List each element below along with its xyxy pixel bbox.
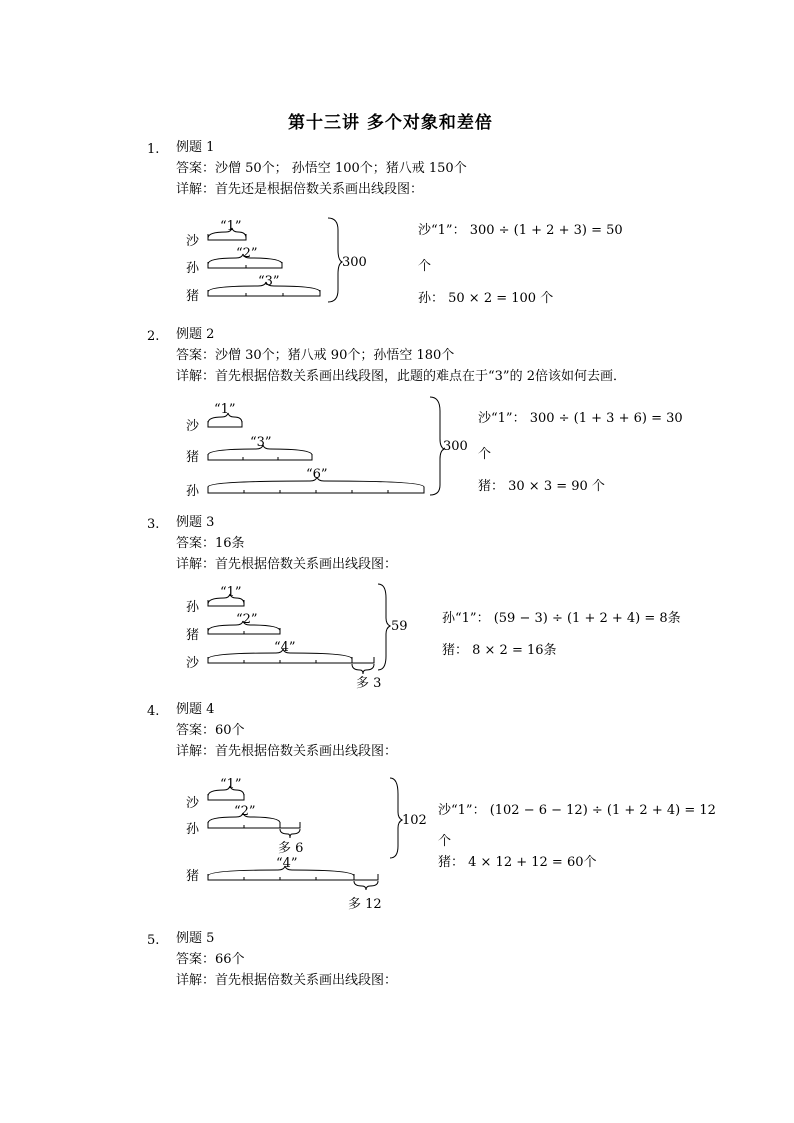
- detail-text: 详解：首先根据倍数关系画出线段图：: [176, 557, 398, 572]
- ratio-quote: “1”: [220, 777, 242, 792]
- problem-name: 例题 4: [176, 702, 215, 717]
- segment-label: 孙: [186, 261, 200, 276]
- ratio-quote: “1”: [220, 585, 242, 600]
- extra-label: 多 6: [278, 841, 304, 856]
- total-value: 59: [391, 619, 408, 634]
- problem-number: 3.: [147, 517, 160, 532]
- segment-label: 孙: [186, 484, 200, 499]
- problem-number: 1.: [147, 142, 160, 157]
- segment-label: 沙: [186, 234, 200, 249]
- ratio-quote: “3”: [258, 274, 280, 289]
- problem-number: 5.: [147, 933, 160, 948]
- answer-text: 答案：60个: [176, 723, 245, 738]
- ratio-quote: “1”: [214, 402, 236, 417]
- segment-label: 沙: [186, 656, 200, 671]
- problem-number: 4.: [147, 704, 160, 719]
- total-value: 300: [443, 439, 468, 454]
- equation: 沙“1”： 300 ÷ (1 + 3 + 6) = 30: [478, 411, 683, 426]
- problem-name: 例题 2: [176, 327, 215, 342]
- answer-text: 答案：沙僧 50个； 孙悟空 100个；猪八戒 150个: [176, 161, 467, 176]
- page-title: 第十三讲 多个对象和差倍: [288, 113, 493, 133]
- total-value: 300: [342, 255, 367, 270]
- answer-text: 答案：沙僧 30个；猪八戒 90个；孙悟空 180个: [176, 348, 455, 363]
- answer-text: 答案：66个: [176, 952, 245, 967]
- problem-name: 例题 5: [176, 931, 215, 946]
- ratio-quote: “6”: [306, 467, 328, 482]
- equation: 猪： 4 × 12 + 12 = 60个: [438, 855, 597, 870]
- equation: 沙“1”： (102 − 6 − 12) ÷ (1 + 2 + 4) = 12: [438, 803, 716, 818]
- detail-text: 详解：首先根据倍数关系画出线段图，此题的难点在于“3”的 2倍该如何去画．: [176, 369, 626, 384]
- problem-number: 2.: [147, 329, 160, 344]
- extra-label: 多 3: [356, 676, 382, 691]
- segment-diagram: [170, 210, 390, 310]
- equation: 沙“1”： 300 ÷ (1 + 2 + 3) = 50: [418, 223, 623, 238]
- equation: 孙： 50 × 2 = 100 个: [418, 291, 554, 306]
- detail-text: 详解：首先根据倍数关系画出线段图：: [176, 744, 398, 759]
- ratio-quote: “4”: [276, 856, 298, 871]
- ratio-quote: “2”: [236, 246, 258, 261]
- equation-unit: 个: [418, 259, 432, 274]
- segment-diagram: [170, 395, 480, 500]
- segment-label: 猪: [186, 869, 200, 884]
- segment-label: 孙: [186, 822, 200, 837]
- problem-name: 例题 1: [176, 140, 215, 155]
- segment-label: 沙: [186, 419, 200, 434]
- segment-label: 沙: [186, 796, 200, 811]
- detail-text: 详解：首先根据倍数关系画出线段图：: [176, 973, 398, 988]
- ratio-quote: “1”: [220, 219, 242, 234]
- ratio-quote: “3”: [250, 435, 272, 450]
- detail-text: 详解：首先还是根据倍数关系画出线段图：: [176, 182, 424, 197]
- equation-unit: 个: [438, 834, 452, 849]
- equation: 猪： 30 × 3 = 90 个: [478, 479, 605, 494]
- segment-label: 猪: [186, 628, 200, 643]
- total-value: 102: [402, 813, 427, 828]
- extra-label: 多 12: [348, 897, 382, 912]
- segment-label: 孙: [186, 600, 200, 615]
- equation-unit: 个: [478, 447, 492, 462]
- segment-label: 猪: [186, 450, 200, 465]
- segment-diagram: [170, 580, 420, 692]
- ratio-quote: “2”: [234, 804, 256, 819]
- answer-text: 答案：16条: [176, 536, 245, 551]
- segment-label: 猪: [186, 289, 200, 304]
- problem-name: 例题 3: [176, 515, 215, 530]
- segment-diagram: [170, 772, 430, 917]
- equation: 孙“1”： (59 − 3) ÷ (1 + 2 + 4) = 8条: [442, 611, 681, 626]
- equation: 猪： 8 × 2 = 16条: [442, 643, 557, 658]
- ratio-quote: “2”: [236, 612, 258, 627]
- ratio-quote: “4”: [274, 640, 296, 655]
